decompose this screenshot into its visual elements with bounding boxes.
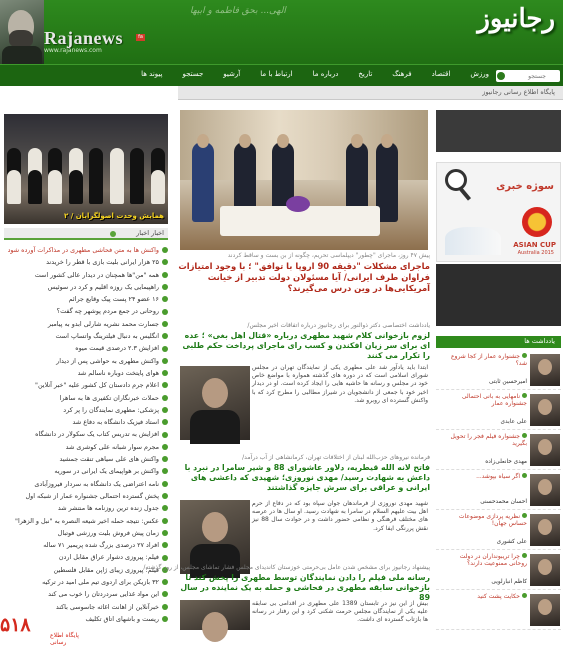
author-avatar[interactable] bbox=[530, 514, 560, 546]
news-list-item-text[interactable]: واکنش مطهری به حواشی پس از دیدار bbox=[56, 356, 159, 365]
bullet-icon bbox=[162, 530, 168, 536]
note-title[interactable] bbox=[441, 553, 527, 568]
site-logo-fa[interactable]: رجانیوز bbox=[477, 4, 555, 34]
bullet-icon bbox=[162, 444, 168, 450]
news-list-item-text[interactable]: راهپیمایی یک روزه اقلیم و کرد در سوئیس bbox=[47, 282, 159, 291]
news-list-item[interactable] bbox=[4, 515, 168, 527]
bullet-icon bbox=[522, 393, 527, 398]
main-nav bbox=[0, 64, 563, 86]
note-title-text[interactable]: حکایت پشت کنید bbox=[477, 593, 520, 600]
bullet-icon bbox=[162, 407, 168, 413]
note-title[interactable] bbox=[441, 513, 527, 528]
note-author: امیرحسین ثابتی bbox=[489, 379, 527, 385]
news-list-item[interactable] bbox=[4, 551, 168, 563]
story3-headline[interactable]: فاتح لانه الله قیطریه، دلاور عاشورای 88 و شیر سامرا در نبرد با داعش به شهادت رسید/ مهدی نوروزی؛ شهیدی که داعشی های ایرانی و عراقی برای سرش جایزه گذاشتند bbox=[184, 463, 430, 492]
note-title[interactable] bbox=[441, 593, 527, 600]
left-column bbox=[0, 114, 170, 646]
author-avatar[interactable] bbox=[530, 354, 560, 386]
news-list-item-text[interactable]: ۲۵ هزار ایرانی بلیت بازی با قطر را خریدند bbox=[46, 258, 159, 267]
news-list-item[interactable] bbox=[4, 527, 168, 539]
news-list-item-text[interactable]: زمان پیش فروش بلیت ورزشی فوتبال bbox=[57, 528, 159, 537]
footer-logo-number: ۵۱۸ bbox=[0, 614, 31, 636]
story3-body: شهید مهدی نوروزی از فرماندهان جوان سپاه بود که در دفاع از حرم اهل بیت علیهم السلام در سامرا به شهادت رسید. او سال ها در عرصه های مختلف فرهنگی و نظامی حضور داشت و در حوادث سال 88 نیز نقش پررنگی ایفا کرد. bbox=[252, 500, 428, 532]
bullet-icon bbox=[522, 513, 527, 518]
nav-item-culture[interactable]: فرهنگ bbox=[392, 70, 412, 78]
bullet-icon bbox=[162, 591, 168, 597]
news-list-item[interactable] bbox=[4, 416, 168, 428]
news-list-item-text[interactable]: جسارت محمد نشریه شارلی ابدو به پیامبر bbox=[47, 319, 159, 328]
news-list-item-text[interactable]: حملات خبرنگاران تکفیری ها به ساهرا bbox=[59, 393, 159, 402]
search-box bbox=[496, 70, 560, 82]
site-url: www.rajanews.com bbox=[44, 47, 102, 54]
news-list-item[interactable] bbox=[4, 404, 168, 416]
news-list-item-text[interactable]: روحانی در جمع مردم پوشهر چه گفت؟ bbox=[56, 307, 159, 316]
news-list-item-text[interactable]: نامه اعتراضی یک دانشگاه به سردار فیروزآبادی bbox=[34, 479, 159, 488]
news-list-item-text[interactable]: واکنش ها به متن فحاشی مطهری در مذاکرات آورده شود bbox=[7, 246, 159, 254]
bullet-icon bbox=[162, 579, 168, 585]
news-list-item[interactable] bbox=[4, 342, 168, 354]
story2-thumbnail[interactable] bbox=[180, 366, 250, 440]
bullet-icon bbox=[162, 321, 168, 327]
author-avatar[interactable] bbox=[530, 474, 560, 506]
note-author: علی عابدی bbox=[500, 419, 527, 425]
news-list-item[interactable] bbox=[4, 281, 168, 293]
bullet-icon bbox=[162, 333, 168, 339]
news-list-item[interactable] bbox=[4, 355, 168, 367]
asian-cup-logo-icon bbox=[522, 207, 552, 237]
story2-headline[interactable]: لزوم بازخوانی کلام شهید مطهری درباره «قتال اهل بغی» ؛ عده ای برای سر زیان افکندن و کسب رای ماجرای پرداخت حکم طلبی را تکرار می کنند bbox=[182, 331, 430, 360]
bullet-icon bbox=[162, 309, 168, 315]
asian-cup-banner[interactable] bbox=[436, 162, 561, 262]
note-title-text[interactable]: اگر سیاه بپوشد... bbox=[476, 473, 520, 480]
story2-kicker: یادداشت اختصاصی دکتر ذوالنور برای رجانیوز درباره اتفاقات اخیر مجلس/ bbox=[247, 322, 430, 329]
note-title[interactable] bbox=[441, 433, 527, 448]
news-list-item[interactable] bbox=[4, 367, 168, 379]
lang-badge[interactable]: fa bbox=[136, 34, 145, 41]
notes-header bbox=[436, 336, 561, 348]
bullet-icon bbox=[522, 593, 527, 598]
nav-item-history[interactable]: تاریخ bbox=[358, 70, 373, 78]
story4-headline[interactable]: رسانه ملی فیلم را دادن نمایندگان توسط مطهری را پخش کند تا بازخوانی سابقه مطهری در فحاشی و حمله به یک نماینده در سال 89 bbox=[180, 573, 430, 602]
main-story-headline[interactable]: ماجرای مشکلات "دقیقه 90 اروپا با توافق" ؛ با وجود امتیازات فراوان طرف ایرانی/ آیا مسئولان دولت تدبیر از خیانت آمریکایی‌ها در وین درس می‌گیرند؟ bbox=[178, 261, 430, 293]
news-list-item-text[interactable]: این مواد غذایی سردردتان را خوب می کند bbox=[48, 590, 159, 599]
note-author: کاظم انبارلویی bbox=[491, 579, 527, 585]
bullet-icon bbox=[522, 473, 527, 478]
nav-item-about[interactable]: درباره ما bbox=[312, 70, 339, 78]
note-title-text[interactable]: نظریه پردازی موضوعات حساس جهان! bbox=[458, 513, 527, 528]
bullet-icon bbox=[162, 481, 168, 487]
search-go-icon[interactable] bbox=[497, 72, 505, 80]
asian-cup-title: ASIAN CUP bbox=[513, 241, 556, 249]
news-list-item[interactable] bbox=[4, 318, 168, 330]
news-list-header bbox=[4, 228, 168, 240]
news-list-item-text[interactable]: افزایش ۲.۳ درصدی قیمت میوه bbox=[75, 344, 159, 353]
note-title-text[interactable]: نامهایی به بانی احتمالی جشنواره عمار bbox=[461, 393, 527, 408]
news-list-item-text[interactable]: واکنش بر هواپیمای یک ایرانی در سوریه bbox=[54, 467, 159, 476]
news-list-item-text[interactable]: پخش گسترده احتمالی جشنواره عمار از شبکه اول bbox=[25, 491, 159, 500]
note-item[interactable] bbox=[436, 430, 561, 470]
bullet-icon bbox=[162, 370, 168, 376]
news-list-item-text[interactable]: فیلم: پیروزی زیبای ژاپن مقابل فلسطین bbox=[53, 565, 159, 574]
news-list-item-text[interactable]: همه "من"ها همچنان در دیدار عالی کشور است bbox=[34, 270, 159, 279]
bullet-icon bbox=[162, 432, 168, 438]
right-column bbox=[436, 104, 563, 630]
note-item[interactable] bbox=[436, 590, 561, 630]
note-author: احسان محمدحسنی bbox=[480, 499, 527, 505]
featured-photo[interactable] bbox=[4, 114, 168, 224]
news-list-item[interactable] bbox=[4, 539, 168, 551]
story3-thumbnail[interactable] bbox=[180, 500, 250, 574]
news-list-item[interactable] bbox=[4, 588, 168, 600]
author-avatar[interactable] bbox=[530, 554, 560, 586]
news-list-item-text[interactable]: ۱۶ عضو ۲۴ پست پیک وقایع جرائم bbox=[68, 295, 159, 304]
story4-kicker: پیشنهاد رجانیوز برای مشخص شدن عامل بی‌حرمتی خوزستان کاندیدای مجلس فشار تماشای مجلس، از روز گذشته/ bbox=[143, 564, 430, 571]
note-title-text[interactable]: چرا تریبونداران در دولت روحانی ممنوعیت دارند؟ bbox=[459, 553, 527, 568]
bullet-icon bbox=[162, 259, 168, 265]
bullet-icon bbox=[522, 353, 527, 358]
news-list-item[interactable] bbox=[4, 379, 168, 391]
news-list-item[interactable] bbox=[4, 478, 168, 490]
news-list-item-text[interactable]: افزایش به تدریس کتاب یک سکولار در دانشگاه bbox=[35, 430, 159, 439]
bullet-icon bbox=[162, 358, 168, 364]
bullet-icon bbox=[162, 284, 168, 290]
news-list-item-text[interactable]: استاد فیزیک دانشگاه به دفاع شد bbox=[72, 418, 159, 427]
news-list-item[interactable] bbox=[4, 330, 168, 342]
nav-item-economy[interactable]: اقتصاد bbox=[431, 70, 451, 78]
bullet-icon bbox=[162, 518, 168, 524]
bullet-icon bbox=[162, 346, 168, 352]
site-name-en: Rajanews bbox=[44, 28, 123, 48]
news-list-item[interactable] bbox=[4, 293, 168, 305]
story3-kicker: فرمانده نیروهای حزب‌الله لبنان از اختلافات تهران، کرمانشاهی از آب درآمد/ bbox=[242, 454, 430, 461]
sub-bar-label: پایگاه اطلاع رسانی رجانیوز bbox=[482, 88, 555, 96]
news-list-item[interactable] bbox=[4, 601, 168, 613]
footer-logo[interactable] bbox=[0, 614, 90, 644]
author-avatar[interactable] bbox=[530, 394, 560, 426]
news-list-item-text[interactable]: انگلیس به دنبال فیلترینگ واتساپ است bbox=[55, 332, 159, 341]
news-list-item-text[interactable]: ۳۲ بازیکن برای اردوی تیم ملی امید در ترکیه bbox=[42, 578, 159, 587]
bullet-icon bbox=[162, 456, 168, 462]
header-portrait bbox=[0, 0, 44, 68]
notes-list bbox=[436, 350, 561, 630]
news-list-item[interactable] bbox=[4, 465, 168, 477]
news-list-item[interactable] bbox=[4, 428, 168, 440]
note-title-text[interactable]: جشنواره فیلم فجر را تحویل بگیرید bbox=[450, 433, 527, 448]
magnifier-icon bbox=[445, 169, 467, 191]
nav-item-sports[interactable]: ورزش bbox=[470, 70, 489, 78]
note-author: مهدی خانعلی‌زاده bbox=[485, 459, 527, 465]
news-list-item-text[interactable]: پزشکی: مطهری نمایندگان را پر کرد bbox=[63, 405, 159, 414]
sub-bar bbox=[178, 86, 563, 100]
note-title[interactable] bbox=[441, 353, 527, 368]
news-list-icon bbox=[110, 231, 116, 237]
bullet-icon bbox=[162, 505, 168, 511]
bullet-icon bbox=[162, 616, 168, 622]
note-item[interactable] bbox=[436, 470, 561, 510]
news-list-item[interactable] bbox=[4, 502, 168, 514]
opera-house-icon bbox=[445, 227, 501, 255]
main-story-photo[interactable] bbox=[180, 110, 428, 250]
featured-photo-caption[interactable]: همایش وحدت اصولگرایان / ۲ bbox=[64, 212, 164, 220]
news-list-item-text[interactable]: مجرم سوار شبانه علی کوشری شد bbox=[65, 442, 159, 451]
header-slogan: الهی... بحق فاطمه و ابیها bbox=[190, 6, 286, 16]
bullet-icon bbox=[162, 604, 168, 610]
note-title-text[interactable]: جشنواره عمار از کجا شروع شد؟ bbox=[450, 353, 527, 368]
bullet-icon bbox=[522, 433, 527, 438]
author-avatar[interactable] bbox=[530, 434, 560, 466]
bullet-icon bbox=[162, 247, 168, 253]
news-list-item[interactable] bbox=[4, 490, 168, 502]
bullet-icon bbox=[162, 542, 168, 548]
nav-item-links[interactable]: پیوند ها bbox=[141, 70, 163, 78]
story4-thumbnail[interactable] bbox=[180, 600, 250, 630]
hot-topic-label: سوژه خبری bbox=[496, 181, 554, 192]
news-list-item-text[interactable]: اعلام جرم دادستان کل کشور علیه "خبر آنلاین" bbox=[35, 381, 159, 390]
ad-banner-middle[interactable] bbox=[436, 264, 561, 326]
bullet-icon bbox=[162, 296, 168, 302]
news-list-item-text[interactable]: هوای پایتخت دوباره ناسالم شد bbox=[77, 368, 159, 377]
news-list-item[interactable] bbox=[4, 453, 168, 465]
news-list-item-text[interactable]: جدول زنده ترین روزنامه ها منتشر شد bbox=[57, 504, 159, 513]
news-list-item-text[interactable]: خبرآنلاین از اهانت اغاثه جاسوسی باکند bbox=[55, 602, 159, 611]
news-list-item[interactable] bbox=[4, 269, 168, 281]
ad-banner-top[interactable] bbox=[436, 110, 561, 152]
bullet-icon bbox=[162, 395, 168, 401]
news-list-item[interactable] bbox=[4, 305, 168, 317]
note-item[interactable] bbox=[436, 390, 561, 430]
note-item[interactable] bbox=[436, 350, 561, 390]
nav-item-search[interactable]: جستجو bbox=[182, 70, 204, 78]
news-list-item[interactable] bbox=[4, 244, 168, 256]
bullet-icon bbox=[162, 272, 168, 278]
news-list-item-text[interactable]: ریست و باشهای اتاق تکلیف bbox=[85, 614, 159, 623]
footer-logo-text: پایگاه اطلاع رسانی bbox=[50, 632, 79, 646]
news-list-item-text[interactable]: واکنش های علی سیاهی تنقت جمشید bbox=[59, 455, 159, 464]
note-item[interactable] bbox=[436, 550, 561, 590]
note-item[interactable] bbox=[436, 510, 561, 550]
news-list-item[interactable] bbox=[4, 256, 168, 268]
note-title[interactable] bbox=[441, 473, 527, 480]
site-header bbox=[0, 0, 563, 68]
news-list-item[interactable] bbox=[4, 576, 168, 588]
news-list-title: اخبار اخبار bbox=[136, 229, 164, 237]
bullet-icon bbox=[522, 553, 527, 558]
bullet-icon bbox=[162, 382, 168, 388]
nav-item-archive[interactable]: آرشیو bbox=[223, 70, 241, 78]
nav-item-contact[interactable]: ارتباط با ما bbox=[260, 70, 293, 78]
story4-body: بیش از این نیز در تابستان 1389 علی مطهری در اقدامی بی سابقه علیه یکی از نمایندگان مجلس حرمت شکنی کرد و این رفتار در رسانه ها بازتاب گسترده ای داشت. bbox=[252, 600, 428, 624]
news-list-item-text[interactable]: افراد ۲۷ درصدی بزرگ شده پریمیر ۷۱ ساله bbox=[43, 541, 159, 550]
news-list-item-text[interactable]: فیلم: پیروزی دشوار عراق مقابل اردن bbox=[58, 553, 159, 562]
news-list-item-text[interactable]: عکس: نتیجه حمله اخیر شیعه النصره به "نبل و الزهرا" bbox=[15, 516, 159, 525]
bullet-icon bbox=[162, 555, 168, 561]
author-avatar[interactable] bbox=[530, 594, 560, 626]
asian-cup-subtitle: Australia 2015 bbox=[517, 250, 554, 256]
story2-body: ابتدا باید یادآور شد علی مطهری یکی از نمایندگان تهران در مجلس شورای اسلامی است که در دوره های گذشته همواره با مواضع خاص خود در مجلس و رسانه ها حاشیه هایی را ایجاد کرده است. او در دیدار اخیر خود با جمعی از دانشجویان در شیراز مطالبی را مطرح کرد که با واکنش گسترده ای روبرو شد. bbox=[252, 364, 428, 404]
news-list-item[interactable] bbox=[4, 441, 168, 453]
bullet-icon bbox=[162, 493, 168, 499]
note-title[interactable] bbox=[441, 393, 527, 408]
news-list-item[interactable] bbox=[4, 392, 168, 404]
site-logo-en[interactable] bbox=[44, 28, 144, 60]
main-story-kicker: پیش ۴۷ روز، ماجرای "چطور" دیپلماسی تحریم، چگونه از بن بست و ساقط کردند bbox=[227, 252, 430, 259]
notes-header-title: یادداشت ها bbox=[524, 337, 555, 345]
note-author: علی کشوری bbox=[496, 539, 527, 545]
bullet-icon bbox=[162, 419, 168, 425]
bullet-icon bbox=[162, 468, 168, 474]
